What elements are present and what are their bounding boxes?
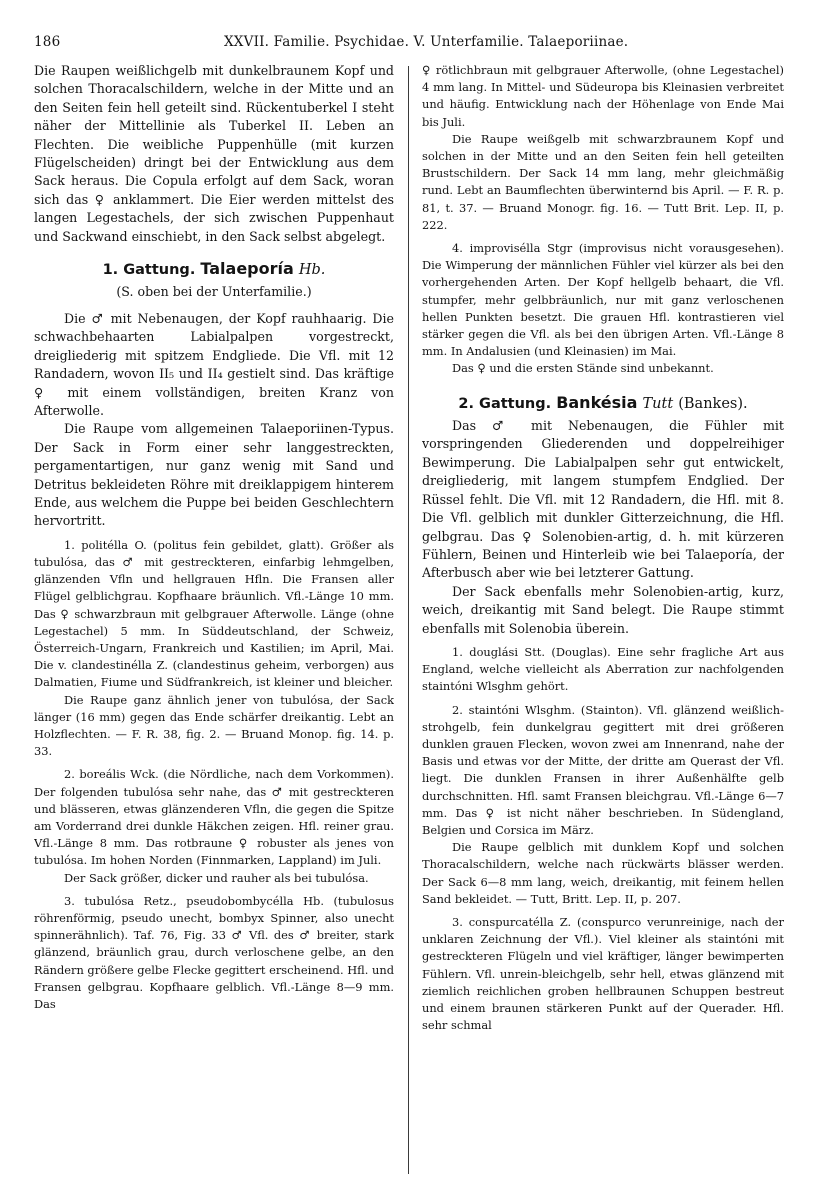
column-divider: [408, 66, 409, 1174]
page-header: [34, 34, 789, 52]
paragraph: Die ♂ mit Nebenaugen, der Kopf rauhhaarig. Die schwachbehaarten Labialpalpen vorgestreckt, dreigliederig mit spitzem Endgliede. Die Vfl. mit 12 Randadern, wovon II₅ und II₄ gestielt sind. Das kräftige ♀ mit einem vollständigen, breiten Kranz von Afterwolle.: [34, 310, 394, 418]
genus-reference: (S. oben bei der Unterfamilie.): [116, 284, 312, 300]
paragraph: Die Raupe weißgelb mit schwarzbraunem Kopf und solchen in der Mitte und an den Seiten fein hell geteilten Brustschildern. Der Sack 14 mm lang, mehr gleichmäßig rund. Lebt an Baumflechten überwinternd bis April. — F. R. p. 81, t. 37. — Bruand Monogr. fig. 16. — Tutt Brit. Lep. II, p. 222.: [422, 131, 784, 232]
species-entry: 4. improvisélla Stgr (improvisus nicht vorausgesehen). Die Wimperung der männlichen Fühler viel kürzer als bei den vorhergehenden Arten. Der Kopf hellgelb behaart, die Vfl. stumpfer, mehr gelbbräunlich, nur mit ganz verloschenen hellen Punkten besetzt. Die grauen Hfl. kontrastieren viel stärker gegen die Vfl. als bei den übrigen Arten. Vfl.-Länge 8 mm. In Andalusien (und Kleinasien) im Mai.: [422, 241, 784, 359]
page-number: 186: [34, 34, 61, 50]
paragraph: Die Raupe ganz ähnlich jener von tubulósa, der Sack länger (16 mm) gegen das Ende schärfer dreikantig. Lebt an Holzflechten. — F. R. 38, fig. 2. — Bruand Monop. fig. 14. p. 33.: [34, 692, 394, 759]
paragraph: ♀ rötlichbraun mit gelbgrauer Afterwolle, (ohne Legestachel) 4 mm lang. In Mittel- und Südeuropa bis Kleinasien verbreitet und häufig. Entwicklung nach der Höhenlage von Ende Mai bis Juli.: [422, 63, 784, 129]
genus-number: 1. Gattung.: [102, 262, 196, 279]
species-entry: 3. conspurcatélla Z. (conspurco verunreinige, nach der unklaren Zeichnung der Vfl.). Viel kleiner als staintóni mit gestreckteren Flügeln und viel kräftiger, länger bewimperten Fühlern. Vfl. unrein-bleichgelb, sehr hell, etwas glänzend mit ziemlich reichlichen groben hellbraunen Schuppen bestreut und einem braunen stärkeren Punkt auf der Querader. Hfl. sehr schmal: [422, 914, 784, 1033]
paragraph: Die Raupe vom allgemeinen Talaeporiinen-Typus. Der Sack in Form einer sehr langgestreckten, pergamentartigen, nur ganz wenig mit Sand und Detritus bekleideten Röhre mit dreiklappigem hinterem Ende, aus welchem die Puppe bei beiden Geschlechtern hervortritt.: [34, 421, 394, 529]
paragraph: Die Raupe gelblich mit dunklem Kopf und solchen Thoracalschildern, welche nach rückwärts blässer werden. Der Sack 6—8 mm lang, weich, dreikantig, mit feinem hellen Sand bekleidet. — Tutt, Britt. Lep. II, p. 207.: [422, 840, 784, 906]
genus-heading-bankesia: [422, 394, 784, 413]
genus-number: 2. Gattung.: [458, 395, 552, 412]
species-entry: 1. politélla O. (politus fein gebildet, glatt). Größer als tubulósa, das ♂ mit gestreckteren, einfarbig lehmgelben, glänzenden Vfln und hellgrauen Hfln. Die Fransen aller Flügel gelblichgrau. Kopfhaare bräunlich. Vfl.-Länge 10 mm. Das ♀ schwarzbraun mit gelbgrauer Afterwolle. Länge (ohne Legestachel) 5 mm. In Süddeutschland, der Schweiz, Österreich-Ungarn, Frankreich und Kastilien; im April, Mai. Die v. clandestinélla Z. (clandestinus geheim, verborgen) aus Dalmatien, Fiume und Südfrankreich, ist kleiner und bleicher.: [34, 537, 394, 690]
genus-author: Hb.: [298, 262, 326, 279]
species-entry: 3. tubulósa Retz., pseudobombycélla Hb. (tubulosus röhrenförmig, pseudo unecht, bombyx Spinner, also unecht spinnerähnlich). Taf. 76, Fig. 33 ♂ Vfl. des ♂ breiter, stark glänzend, bräunlich grau, durch verloschene gelbe, an den Rändern größere gelbe Flecke gegittert erscheinend. Hfl. und Fransen gelbgrau. Kopfhaare gelblich. Vfl.-Länge 8—9 mm. Das: [34, 893, 394, 1012]
paragraph: Der Sack ebenfalls mehr Solenobien-artig, kurz, weich, dreikantig mit Sand belegt. Die Raupe stimmt ebenfalls mit Solenobia überein.: [422, 583, 784, 636]
left-column: [34, 62, 394, 1182]
genus-extra: (Bankes).: [678, 395, 748, 412]
species-entry: 1. douglási Stt. (Douglas). Eine sehr fragliche Art aus England, welche vielleicht als Aberration zur nachfolgenden staintóni Wlsghm gehört.: [422, 644, 784, 694]
paragraph: Das ♀ und die ersten Stände sind unbekannt.: [452, 361, 714, 376]
paragraph: Der Sack größer, dicker und rauher als bei tubulósa.: [64, 870, 369, 885]
species-entry: 2. boreális Wck. (die Nördliche, nach dem Vorkommen). Der folgenden tubulósa sehr nahe, das ♂ mit gestreckteren und blässeren, etwas glänzenderen Vfln, die gegen die Spitze am Vorderrand drei dunkle Häkchen zeigen. Hfl. reiner grau. Vfl.-Länge 8 mm. Das rotbraune ♀ robuster als jenes von tubulósa. Im hohen Norden (Finnmarken, Lappland) im Juli.: [34, 767, 394, 868]
running-head: XXVII. Familie. Psychidae. V. Unterfamilie. Talaeporiinae.: [224, 34, 629, 50]
paragraph: Das ♂ mit Nebenaugen, die Fühler mit vorspringenden Gliederenden und doppelreihiger Bewimperung. Die Labialpalpen sehr gut entwickelt, dreigliederig, mit langem stumpfem Endglied. Der Rüssel fehlt. Die Vfl. mit 12 Randadern, die Hfl. mit 8. Die Vfl. gelblich mit dunkler Gitterzeichnung, die Hfl. gelbgrau. Das ♀ Solenobien-artig, d. h. mit kürzeren Fühlern, Beinen und Hinterleib wie bei Talaeporía, der Afterbusch aber wie bei letzterer Gattung.: [422, 418, 784, 581]
right-column: [422, 62, 784, 1182]
paragraph: Die Raupen weißlichgelb mit dunkelbraunem Kopf und solchen Thoracalschildern, welche in der Mitte und an den Seiten fein hell geteilt sind. Rückentuberkel I steht näher der Mittellinie als Tuberkel II. Leben an Flechten. Die weibliche Puppenhülle (mit kurzen Flügelscheiden) dringt bei der Entwicklung aus dem Sack heraus. Die Copula erfolgt auf dem Sack, woran sich das ♀ anklammert. Die Eier werden mittelst des langen Legestachels, der sich zwischen Puppenhaut und Sackwand einschiebt, in den Sack selbst abgelegt.: [34, 63, 394, 244]
genus-name: Talaeporía: [200, 259, 294, 279]
genus-name: Bankésia: [556, 392, 638, 412]
genus-heading-talaeporia: [34, 260, 394, 279]
species-entry: 2. staintóni Wlsghm. (Stainton). Vfl. glänzend weißlich-strohgelb, fein dunkelgrau gegittert mit drei größeren dunklen grauen Flecken, wovon zwei am Innenrand, nahe der Basis und etwas vor der Mitte, der dritte am Querast der Vfl. liegt. Die dunklen Fransen in ihrer Außenhälfte gelb durchschnitten. Hfl. samt Fransen bleichgrau. Vfl.-Länge 6—7 mm. Das ♀ ist nicht näher beschrieben. In Südengland, Belgien und Corsica im März.: [422, 702, 784, 837]
genus-author: Tutt: [642, 395, 674, 412]
